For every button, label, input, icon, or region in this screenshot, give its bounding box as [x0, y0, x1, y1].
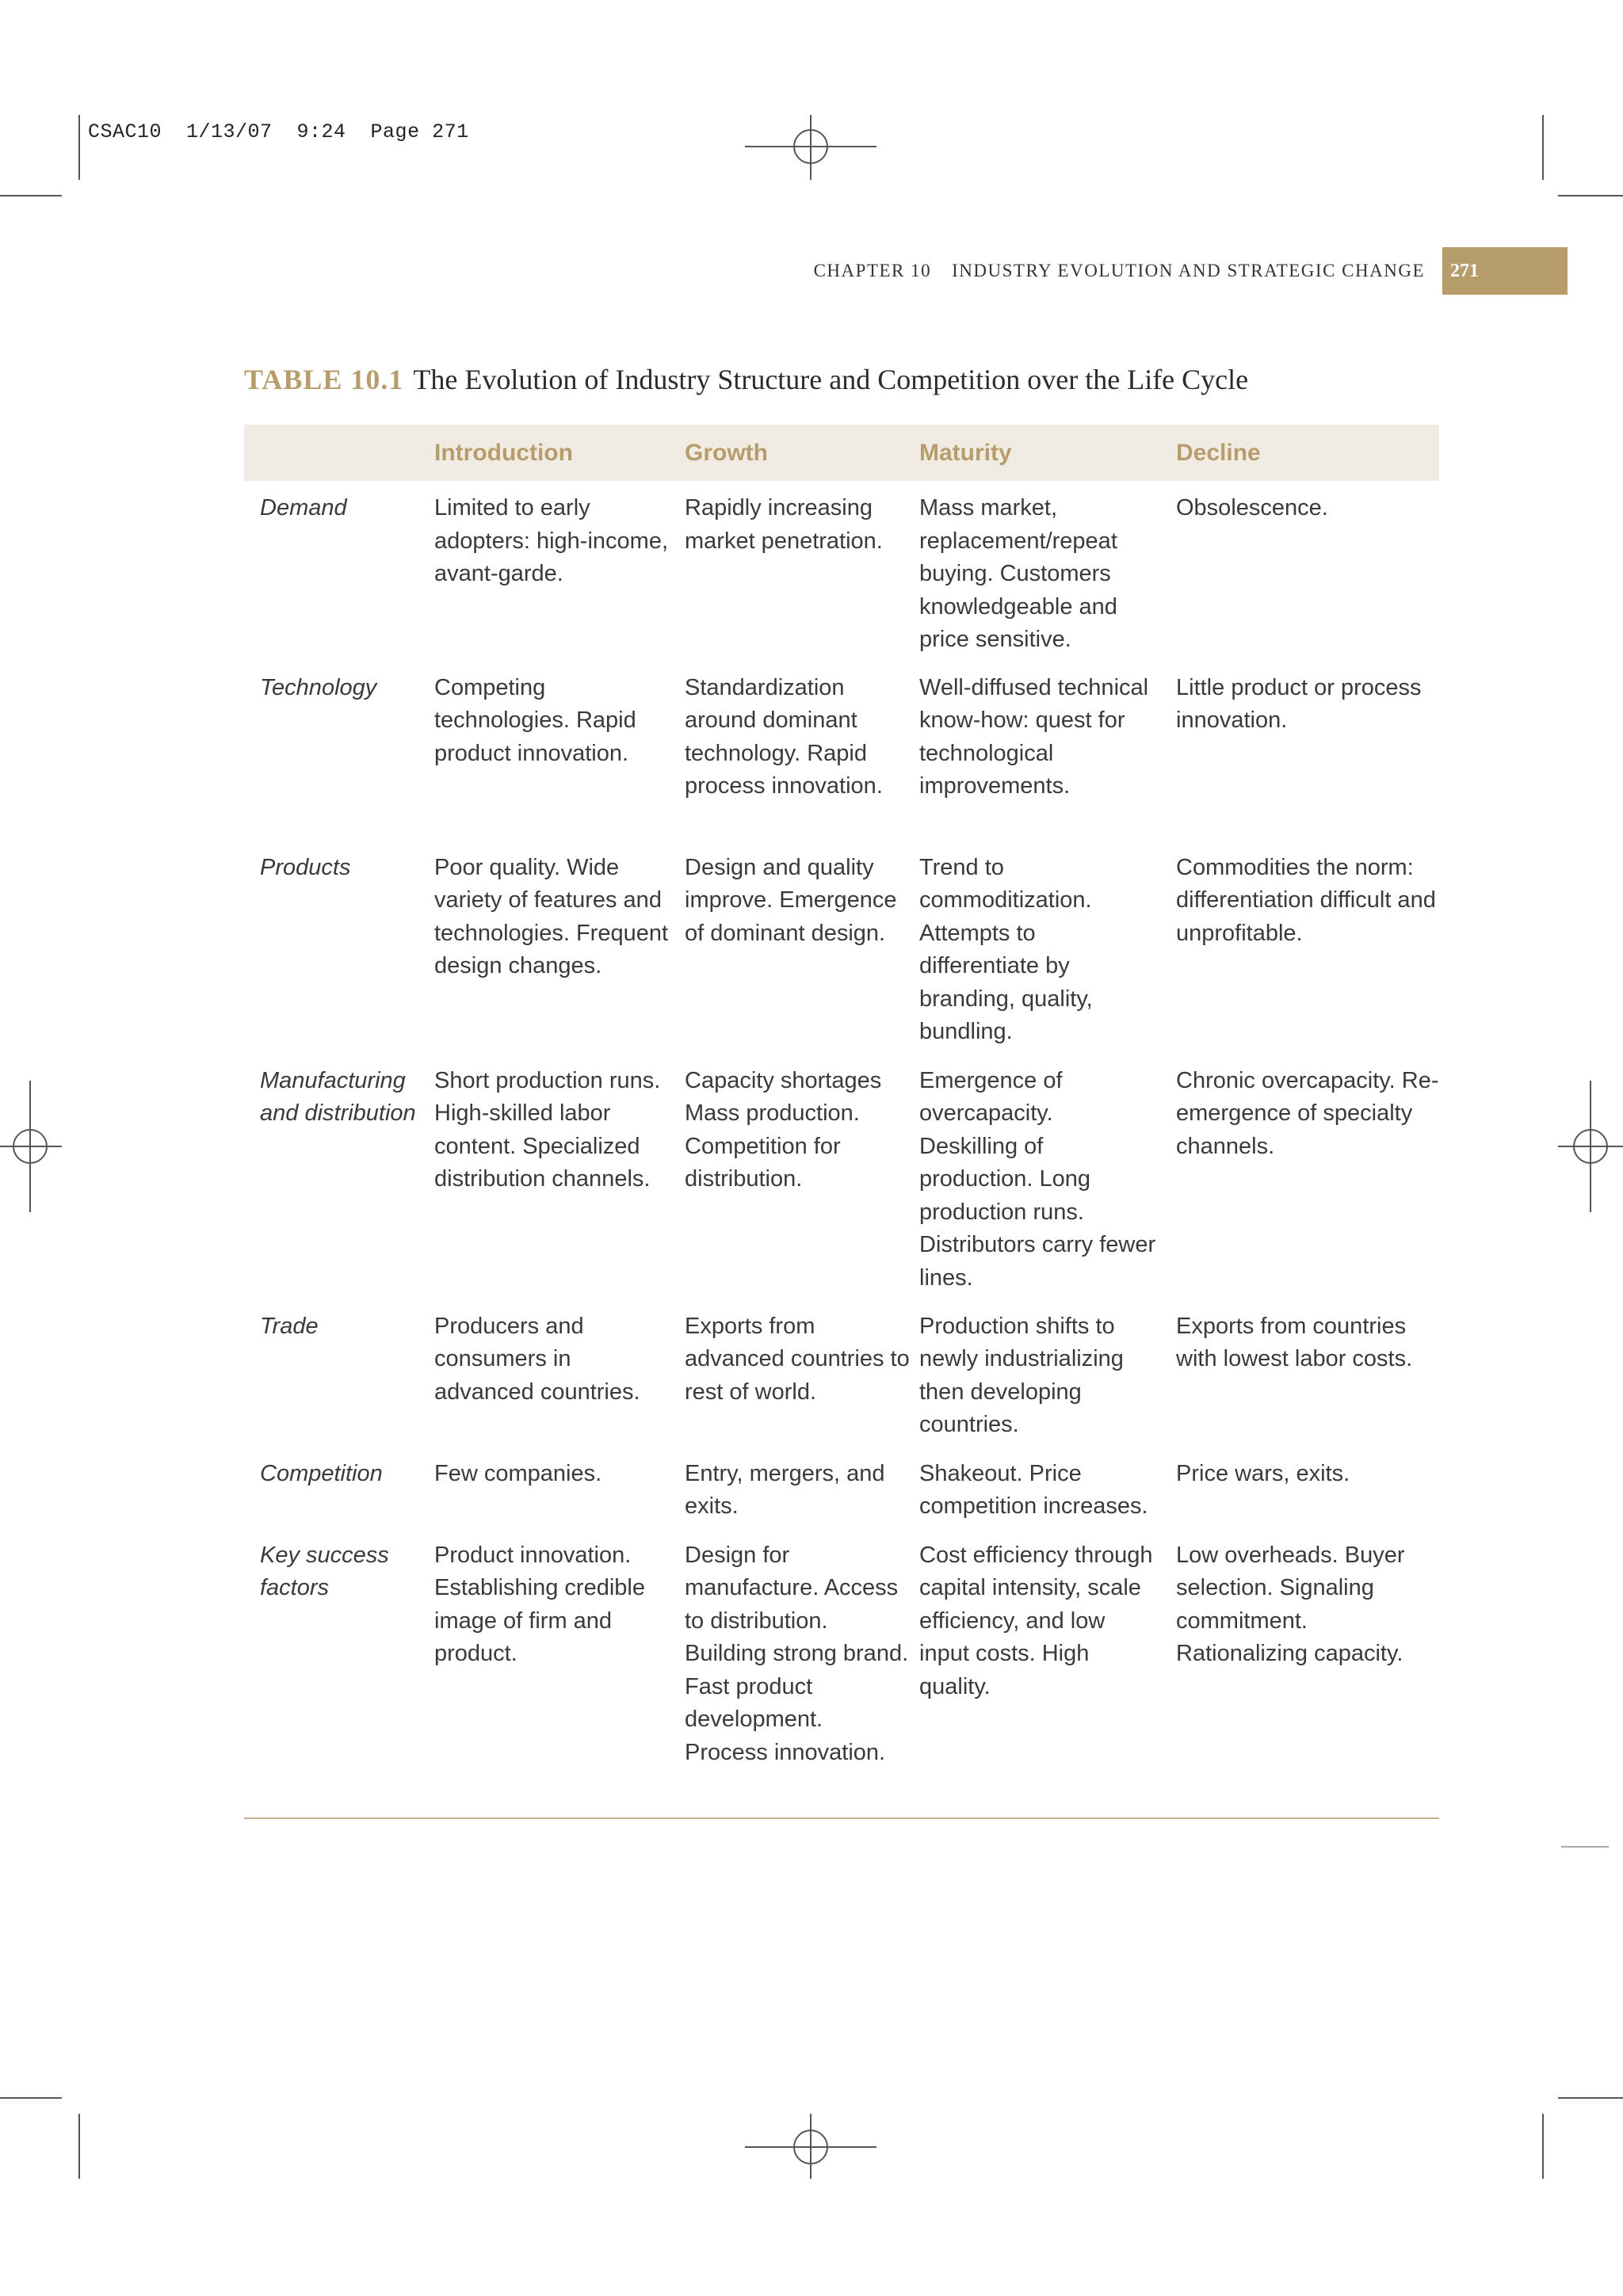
table-row [244, 481, 1439, 672]
row-label: Manufacturing and distribution [260, 1067, 416, 1126]
row-label: Competition [260, 1460, 383, 1486]
row-label: Products [260, 854, 351, 880]
chapter-number: CHAPTER 10 [813, 261, 932, 280]
table-caption: The Evolution of Industry Structure and Competition over the Life Cycle [413, 364, 1249, 395]
table-cell: Entry, mergers, and exits. [685, 1460, 885, 1519]
column-header-growth: Growth [685, 425, 919, 481]
table-row [244, 1539, 1439, 1817]
row-label: Key success factors [260, 1542, 389, 1600]
print-slug: CSAC10 1/13/07 9:24 Page 271 [88, 120, 469, 143]
crop-mark [1558, 2097, 1623, 2099]
table-label: TABLE 10.1 [244, 364, 404, 395]
table-cell: Cost efficiency through capital intensity, scale efficiency, and low input costs. High quality. [919, 1542, 1153, 1699]
table-cell: Emergence of overcapacity. Deskilling of production. Long production runs. Distributors carry fewer lines. [919, 1067, 1156, 1291]
table-row [244, 1458, 1439, 1539]
registration-target [793, 2130, 828, 2164]
table-cell: Design for manufacture. Access to distribution. Building strong brand. Fast product development. Process innovation. [685, 1542, 909, 1765]
crop-mark [78, 2114, 80, 2179]
crop-mark [1542, 115, 1544, 180]
registration-target [1573, 1129, 1608, 1164]
table-cell: Rapidly increasing market penetration. [685, 495, 883, 554]
column-header-decline: Decline [1176, 425, 1439, 481]
table-cell: Commodities the norm: differentiation difficult and unprofitable. [1176, 854, 1436, 946]
table-title [244, 363, 1248, 396]
table-cell: Capacity shortages Mass production. Competition for distribution. [685, 1067, 882, 1192]
chapter-title: INDUSTRY EVOLUTION AND STRATEGIC CHANGE [952, 261, 1425, 280]
table-cell: Obsolescence. [1176, 495, 1328, 521]
table-cell: Exports from countries with lowest labor costs. [1176, 1313, 1413, 1371]
crop-mark [0, 2097, 62, 2099]
table-row [244, 672, 1439, 852]
row-label: Demand [260, 495, 347, 521]
table-cell: Low overheads. Buyer selection. Signaling commitment. Rationalizing capacity. [1176, 1542, 1405, 1666]
table-header-row [244, 425, 1439, 481]
table-cell: Short production runs. High-skilled labor content. Specialized distribution channels. [434, 1067, 661, 1192]
table-cell: Few companies. [434, 1460, 602, 1486]
page-number: 271 [1442, 247, 1568, 295]
table-cell: Poor quality. Wide variety of features and technologies. Frequent design changes. [434, 854, 669, 978]
table-cell: Standardization around dominant technology. Rapid process innovation. [685, 674, 883, 799]
table-cell: Product innovation. Establishing credible image of firm and product. [434, 1542, 645, 1666]
row-label: Trade [260, 1313, 319, 1339]
row-label: Technology [260, 674, 377, 700]
column-header-introduction: Introduction [434, 425, 685, 481]
crop-mark [1561, 1846, 1609, 1848]
table-cell: Production shifts to newly industrializing then developing countries. [919, 1313, 1124, 1437]
registration-target [13, 1129, 48, 1164]
table-row [244, 1310, 1439, 1458]
table-cell: Exports from advanced countries to rest of world. [685, 1313, 910, 1405]
column-header [244, 425, 434, 481]
table-row [244, 1065, 1439, 1310]
table-cell: Little product or process innovation. [1176, 674, 1422, 733]
table-cell: Competing technologies. Rapid product innovation. [434, 674, 636, 766]
table-cell: Design and quality improve. Emergence of dominant design. [685, 854, 897, 946]
table-cell: Chronic overcapacity. Re-emergence of specialty channels. [1176, 1067, 1439, 1159]
column-header-maturity: Maturity [919, 425, 1176, 481]
table-bottom-rule [244, 1817, 1439, 1819]
table-cell: Price wars, exits. [1176, 1460, 1350, 1486]
table-row [244, 852, 1439, 1065]
life-cycle-table [244, 425, 1439, 1817]
crop-mark [1558, 195, 1623, 196]
table-cell: Shakeout. Price competition increases. [919, 1460, 1148, 1519]
crop-mark [0, 195, 62, 196]
table-cell: Well-diffused technical know-how: quest for technological improvements. [919, 674, 1149, 799]
table-cell: Producers and consumers in advanced countries. [434, 1313, 640, 1405]
registration-target [793, 129, 828, 164]
table-cell: Mass market, replacement/repeat buying. Customers knowledgeable and price sensitive. [919, 495, 1117, 652]
crop-mark [78, 115, 80, 180]
running-head [814, 261, 1425, 281]
table-cell: Limited to early adopters: high-income, avant-garde. [434, 495, 668, 586]
crop-mark [1542, 2114, 1544, 2179]
table-cell: Trend to commoditization. Attempts to differentiate by branding, quality, bundling. [919, 854, 1093, 1044]
